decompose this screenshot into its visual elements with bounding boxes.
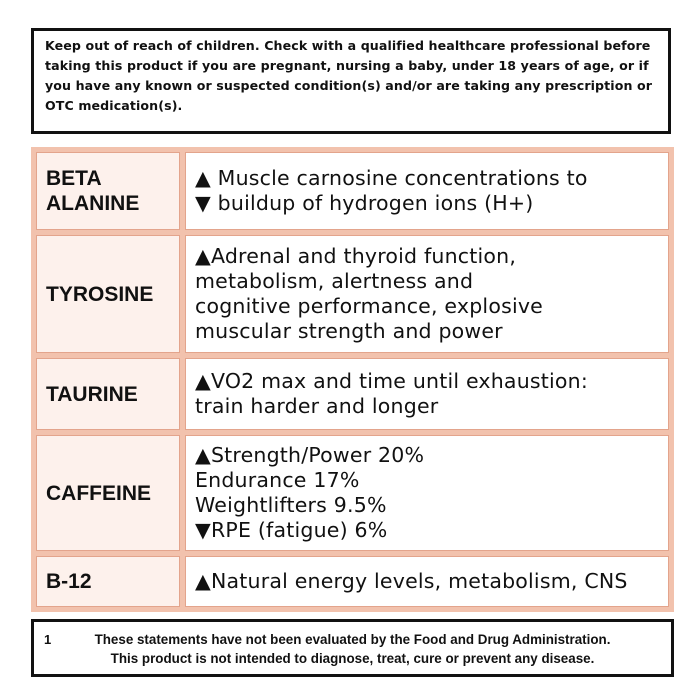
warning-box (31, 28, 671, 134)
benefit-line: ▼RPE (fatigue) 6% (195, 518, 388, 542)
warning-lead: Keep out of reach of children. (45, 38, 260, 53)
benefit-cell (183, 150, 672, 233)
disclaimer-line: This product is not intended to diagnose, treat, cure or prevent any disease. (110, 651, 595, 666)
ingredient-name: BETA (46, 167, 102, 190)
benefit-line: ▼ buildup of hydrogen ions (H+) (195, 191, 534, 215)
benefit-line: ▲Natural energy levels, metabolism, CNS (195, 569, 628, 593)
table-row-caffeine (34, 433, 672, 554)
benefit-line: ▲ Muscle carnosine concentrations to (195, 166, 588, 190)
benefit-line: Endurance 17% (195, 468, 360, 492)
ingredient-cell (34, 150, 183, 233)
benefit-cell (183, 356, 672, 433)
benefit-line: ▲Adrenal and thyroid function, (195, 244, 517, 268)
benefit-cell (183, 433, 672, 554)
ingredient-name: B-12 (46, 570, 92, 593)
ingredient-name: TAURINE (46, 382, 138, 406)
ingredient-cell (34, 554, 183, 610)
benefit-cell (183, 554, 672, 610)
disclaimer-line: These statements have not been evaluated by the Food and Drug Administration. (94, 632, 611, 647)
benefit-line: Weightlifters 9.5% (195, 493, 387, 517)
ingredient-cell (34, 233, 183, 356)
benefit-line: metabolism, alertness and (195, 269, 474, 293)
benefit-line: ▲VO2 max and time until exhaustion: (195, 369, 588, 393)
ingredient-benefits-table (31, 147, 674, 612)
footnote-marker: 1 (44, 632, 52, 647)
table-row-b12 (34, 554, 672, 610)
ingredient-cell (34, 356, 183, 433)
ingredient-cell (34, 433, 183, 554)
benefit-line: ▲Strength/Power 20% (195, 443, 425, 467)
table-row-tyrosine (34, 233, 672, 356)
benefit-cell (183, 233, 672, 356)
fda-disclaimer-box (31, 619, 674, 677)
ingredient-name: CAFFEINE (46, 481, 151, 505)
benefit-line: train harder and longer (195, 394, 439, 418)
ingredient-name: ALANINE (46, 192, 140, 215)
benefit-line: muscular strength and power (195, 319, 503, 343)
ingredient-name: TYROSINE (46, 282, 154, 306)
warning-text: Check with a qualified healthcare professional before taking this product if you are pregnant, nursing a baby, under 18 years of age, or if you have any known or suspected condition(s) and/or are taking any prescription or OTC medication(s). (45, 38, 653, 113)
table-row-taurine (34, 356, 672, 433)
table-row-beta-alanine (34, 150, 672, 233)
benefit-line: cognitive performance, explosive (195, 294, 543, 318)
